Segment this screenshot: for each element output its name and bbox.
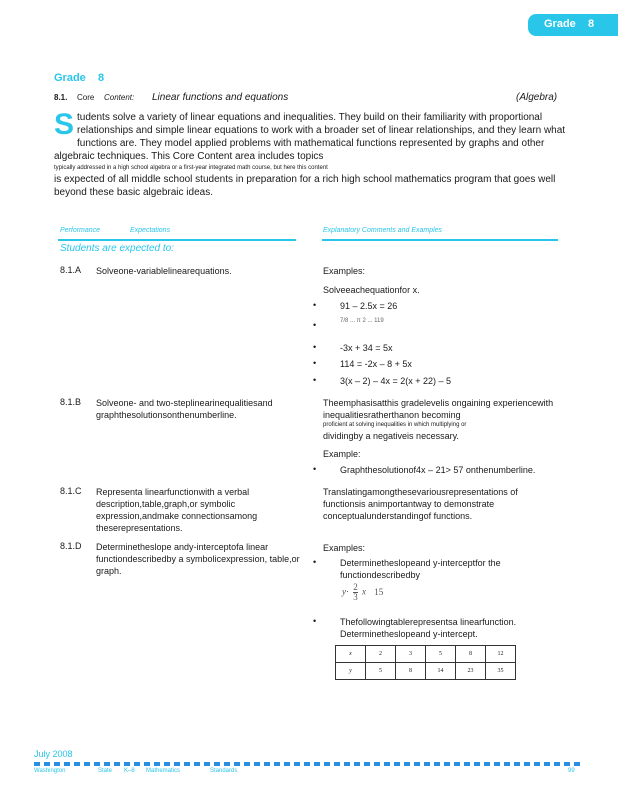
intro-paragraph (54, 108, 566, 199)
comment-text: Translatingamongthesevariousrepresentations of functionsis animportantway to demonstrate conceptualunderstandingof functions. (323, 487, 518, 521)
example-equation: -3x + 34 = 5x (340, 343, 393, 353)
intro-text-1: tudents solve a variety of linear equations and inequalities. They build on their familiarity with proportional relationships and simple linear equations to work with a broader set of linear relationships, and they learn what functions are. They model applied problems with mathematical functions represented by graphs and other algebraic techniques. This Core Content area includes topics (54, 112, 566, 162)
bullet-icon: • (313, 464, 317, 474)
example-text: Graphthesolutionof4x – 21> 57 onthenumberline. (340, 465, 536, 475)
examples-label: Example: (323, 449, 361, 459)
grade-tab-number: 8 (588, 18, 595, 30)
comment-text: dividingby a negativeis necessary. (323, 431, 459, 441)
example-equation: 3(x – 2) – 4x = 2(x + 22) – 5 (340, 376, 452, 386)
page-number: 99 (568, 768, 575, 774)
drop-cap: S (54, 108, 75, 141)
bullet-icon: • (313, 358, 317, 368)
equation-denominator: 3 (353, 592, 358, 602)
equation-constant: 15 (374, 586, 384, 597)
bullet-icon: • (313, 616, 317, 626)
left-heading-rule (58, 239, 296, 241)
table-cell: 23 (456, 663, 486, 680)
table-cell: 35 (486, 663, 516, 680)
table-cell: 5 (366, 663, 396, 680)
expectation-description: Solveone- and two-steplinearinequalitiesand graphthesolutionsonthenumberline. (96, 398, 273, 420)
comments-heading: Explanatory Comments and Examples (323, 227, 443, 234)
category-label: (Algebra) (516, 92, 558, 103)
table-cell: y (336, 663, 366, 680)
table-cell: 2 (366, 646, 396, 663)
example-equation: 7/8 ... π 2 ... 119 (340, 318, 384, 324)
expectation-code: 8.1.C (60, 486, 82, 496)
example-intro: Solveeachequationfor x. (323, 285, 420, 295)
performance-heading: Performance (60, 227, 101, 234)
grade-heading: Grade (54, 72, 86, 84)
table-cell: 8 (396, 663, 426, 680)
footer-word: Standards (210, 768, 238, 774)
expectations-heading: Expectations (130, 227, 171, 234)
comment-text: Theemphasisatthis gradelevelis ongaining experiencewith inequalitiesratherthanon becoming (323, 398, 554, 420)
equation-variable: x (362, 586, 366, 597)
example-text: Determinetheslopeand y-interceptfor the functiondescribedby (340, 558, 501, 580)
expectation-description: Representa linearfunctionwith a verbal description,table,graph,or symbolic expression,andmake connectionsamong theserepresentations. (96, 487, 258, 533)
comment-small-text: proficient at solving inequalities in which multiplying or (323, 422, 467, 428)
example-equation: 114 = -2x – 8 + 5x (340, 359, 412, 369)
table-cell: 14 (426, 663, 456, 680)
bullet-icon: • (313, 557, 317, 567)
expectation-code: 8.1.B (60, 397, 82, 407)
function-table (335, 645, 516, 680)
expectation-code: 8.1.A (60, 265, 82, 275)
grade-heading-number: 8 (98, 72, 105, 84)
grade-tab-label: Grade (544, 18, 576, 30)
table-cell: x (336, 646, 366, 663)
footer-divider (34, 762, 580, 766)
footer-word: State (98, 768, 113, 774)
table-cell: 12 (486, 646, 516, 663)
table-cell: 3 (396, 646, 426, 663)
students-expected-label: Students are expected to: (60, 243, 174, 254)
footer-word: Washington (34, 768, 66, 774)
slope-equation: y· $\frac{2}{3}$ x 15 (342, 582, 384, 602)
bullet-icon: • (313, 300, 317, 310)
expectation-description: Determinetheslope andy-interceptofa linear functiondescribedby a symbolicexpression, table,or graph. (96, 542, 300, 576)
footer-date: July 2008 (34, 749, 73, 759)
footer-word: Mathematics (146, 768, 181, 774)
expectation-code: 8.1.D (60, 541, 82, 551)
content-label: Content: (104, 93, 135, 102)
intro-small-line: typically addressed in a high school algebra or a first-year integrated math course, but here this content (54, 165, 328, 171)
table-row (336, 663, 516, 680)
example-text: Thefollowingtablerepresentsa linearfunction. Determinetheslopeand y-intercept. (340, 617, 517, 639)
intro-text-2: is expected of all middle school students in preparation for a rich high school mathematics program that goes well beyond these basic algebraic ideas. (54, 174, 556, 198)
table-cell: 5 (426, 646, 456, 663)
examples-label: Examples: (323, 543, 366, 553)
example-equation: 91 – 2.5x = 26 (340, 301, 398, 311)
table-cell: 8 (456, 646, 486, 663)
core-label: Core (77, 93, 95, 102)
section-number: 8.1. (54, 93, 68, 102)
expectation-description: Solveone-variablelinearequations. (96, 266, 232, 276)
bullet-icon: • (313, 342, 317, 352)
table-row (336, 646, 516, 663)
equation-lhs: y (342, 586, 346, 597)
bullet-icon: • (313, 375, 317, 385)
footer-word: K–8 (124, 768, 135, 774)
right-heading-rule (322, 239, 558, 241)
bullet-icon: • (313, 320, 317, 330)
equation-numerator: 2 (353, 582, 358, 592)
examples-label: Examples: (323, 266, 366, 276)
core-content-title: Linear functions and equations (152, 92, 289, 103)
grade-tab (528, 14, 618, 36)
